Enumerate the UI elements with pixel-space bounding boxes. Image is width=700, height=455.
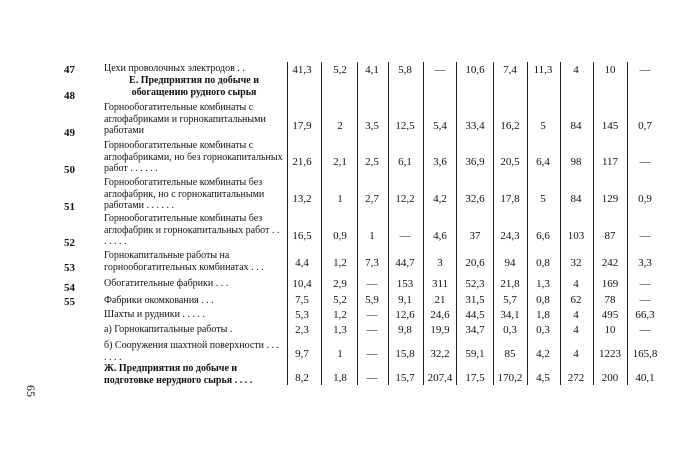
table-cell: 87 xyxy=(604,230,616,242)
table-cell: 3,5 xyxy=(365,120,379,132)
table-cell: — xyxy=(366,324,378,336)
table-cell: 5,7 xyxy=(503,294,517,306)
table-cell: 12,5 xyxy=(395,120,415,132)
table-cell: 0,8 xyxy=(536,257,550,269)
table-cell: 6,6 xyxy=(536,230,550,242)
table-cell: 1 xyxy=(369,230,375,242)
table-cell: 5,9 xyxy=(365,294,379,306)
table-cell: 36,9 xyxy=(465,156,485,168)
row-number: 54 xyxy=(64,282,75,294)
table-cell: 4,6 xyxy=(433,230,447,242)
row-number: 53 xyxy=(64,262,75,274)
table-cell: 1,2 xyxy=(333,309,347,321)
table-cell: 11,3 xyxy=(533,64,553,76)
table-cell: 2,1 xyxy=(333,156,347,168)
table-cell: 4 xyxy=(573,348,579,360)
row-label: Горнообогатительные комбинаты без аглофабрик, но с горнокапитальными работами . . . . . . xyxy=(104,177,265,211)
table-cell: 1 xyxy=(337,193,343,205)
table-cell: 1,8 xyxy=(333,372,347,384)
table-cell: — xyxy=(639,294,651,306)
column-divider xyxy=(627,62,628,385)
table-cell: 12,2 xyxy=(395,193,415,205)
table-cell: 5,8 xyxy=(398,64,412,76)
table-cell: 4 xyxy=(573,64,579,76)
table-cell: 1,2 xyxy=(333,257,347,269)
row-number: 48 xyxy=(64,90,75,102)
table-cell: 4,1 xyxy=(365,64,379,76)
table-cell: 10,4 xyxy=(292,278,312,290)
table-cell: 34,1 xyxy=(500,309,520,321)
table-cell: 0,9 xyxy=(333,230,347,242)
row-label: Ж. Предприятия по добыче и подготовке нерудного сырья . . . . xyxy=(104,363,253,386)
table-cell: 13,2 xyxy=(292,193,312,205)
row-label: б) Сооружения шахтной поверхности . . . . . . . xyxy=(104,340,280,363)
table-cell: 12,6 xyxy=(395,309,415,321)
table-cell: 4 xyxy=(573,309,579,321)
table-cell: 0,3 xyxy=(503,324,517,336)
table-cell: — xyxy=(366,372,378,384)
table-cell: 24,6 xyxy=(430,309,450,321)
table-cell: 1,8 xyxy=(536,309,550,321)
column-divider xyxy=(321,62,322,385)
table-cell: 272 xyxy=(567,372,585,384)
table-cell: 8,2 xyxy=(295,372,309,384)
table-cell: 2,3 xyxy=(295,324,309,336)
table-cell: 44,7 xyxy=(395,257,415,269)
page-number: 65 xyxy=(24,385,38,397)
row-label: Шахты и рудники . . . . . xyxy=(104,309,205,320)
table-cell: 21 xyxy=(434,294,446,306)
table-cell: 1,3 xyxy=(333,324,347,336)
row-label: Горнообогатительные комбинаты с аглофабриками, но без горнокапитальных работ . . . . . . xyxy=(104,140,283,174)
table-cell: 495 xyxy=(601,309,619,321)
row-label: а) Горнокапитальные работы . xyxy=(104,324,233,335)
table-cell: 52,3 xyxy=(465,278,485,290)
table-cell: 0,9 xyxy=(638,193,652,205)
row-number: 47 xyxy=(64,64,75,76)
row-label: Фабрики окомкования . . . xyxy=(104,295,214,306)
table-cell: 19,9 xyxy=(430,324,450,336)
table-cell: 17,5 xyxy=(465,372,485,384)
table-cell: — xyxy=(639,64,651,76)
row-number: 50 xyxy=(64,164,75,176)
table-cell: 85 xyxy=(504,348,516,360)
table-cell: 1,3 xyxy=(536,278,550,290)
table-cell: 10 xyxy=(604,324,616,336)
row-number: 49 xyxy=(64,127,75,139)
table-cell: 59,1 xyxy=(465,348,485,360)
table-cell: 10,6 xyxy=(465,64,485,76)
table-cell: 37 xyxy=(469,230,481,242)
column-divider xyxy=(560,62,561,385)
table-cell: 5 xyxy=(540,193,546,205)
table-cell: 7,5 xyxy=(295,294,309,306)
column-divider xyxy=(388,62,389,385)
table-cell: 5,4 xyxy=(433,120,447,132)
table-cell: 207,4 xyxy=(427,372,453,384)
table-cell: 1223 xyxy=(599,348,621,360)
table-cell: 5,2 xyxy=(333,64,347,76)
table-cell: 200 xyxy=(601,372,619,384)
row-number: 55 xyxy=(64,296,75,308)
table-cell: — xyxy=(639,324,651,336)
table-cell: — xyxy=(639,278,651,290)
table-cell: 78 xyxy=(604,294,616,306)
table-cell: 84 xyxy=(570,193,582,205)
row-label: Обогатительные фабрики . . . xyxy=(104,278,229,289)
column-divider xyxy=(287,62,288,385)
column-divider xyxy=(527,62,528,385)
table-cell: 31,5 xyxy=(465,294,485,306)
table-cell: 4,5 xyxy=(536,372,550,384)
row-number: 51 xyxy=(64,201,75,213)
table-cell: 41,3 xyxy=(292,64,312,76)
table-cell: 32 xyxy=(570,257,582,269)
table-cell: — xyxy=(366,278,378,290)
table-cell: 7,4 xyxy=(503,64,517,76)
table-cell: — xyxy=(639,230,651,242)
row-label: Горнообогатительные комбинаты без аглофабрик и горнокапитальных работ . . . . . . . xyxy=(104,213,280,247)
table-cell: 10 xyxy=(604,64,616,76)
table-cell: 129 xyxy=(601,193,619,205)
table-cell: 2,5 xyxy=(365,156,379,168)
table-cell: 15,7 xyxy=(395,372,415,384)
table-cell: 2 xyxy=(337,120,343,132)
column-divider xyxy=(423,62,424,385)
table-cell: 145 xyxy=(601,120,619,132)
table-cell: 17,8 xyxy=(500,193,520,205)
table-cell: 34,7 xyxy=(465,324,485,336)
table-cell: 1 xyxy=(337,348,343,360)
table-cell: 0,3 xyxy=(536,324,550,336)
table-cell: 84 xyxy=(570,120,582,132)
row-number: 52 xyxy=(64,237,75,249)
table-cell: 0,8 xyxy=(536,294,550,306)
table-cell: 4,4 xyxy=(295,257,309,269)
table-cell: 66,3 xyxy=(635,309,655,321)
table-cell: 16,5 xyxy=(292,230,312,242)
table-cell: 15,8 xyxy=(395,348,415,360)
table-cell: 311 xyxy=(431,278,449,290)
table-cell: — xyxy=(366,309,378,321)
table-cell: 117 xyxy=(601,156,619,168)
table-cell: — xyxy=(639,156,651,168)
table-cell: 3,3 xyxy=(638,257,652,269)
row-label: Цехи проволочных электродов . . xyxy=(104,63,245,74)
table-cell: 4,2 xyxy=(433,193,447,205)
table-cell: 6,1 xyxy=(398,156,412,168)
table-cell: 20,5 xyxy=(500,156,520,168)
table-cell: 3 xyxy=(437,257,443,269)
table-cell: 5,2 xyxy=(333,294,347,306)
table-cell: — xyxy=(366,348,378,360)
column-divider xyxy=(456,62,457,385)
row-label: Горнообогатительные комбинаты с аглофабриками и горнокапитальными работами xyxy=(104,102,266,136)
table-cell: 170,2 xyxy=(497,372,523,384)
table-cell: 5 xyxy=(540,120,546,132)
table-cell: 62 xyxy=(570,294,582,306)
column-divider xyxy=(593,62,594,385)
row-label: Горнокапитальные работы на горнообогатительных комбинатах . . . xyxy=(104,250,264,273)
table-cell: 20,6 xyxy=(465,257,485,269)
table-cell: — xyxy=(399,230,411,242)
table-cell: 5,3 xyxy=(295,309,309,321)
column-divider xyxy=(493,62,494,385)
table-cell: 4 xyxy=(573,324,579,336)
table-cell: 9,7 xyxy=(295,348,309,360)
table-cell: 17,9 xyxy=(292,120,312,132)
table-cell: 153 xyxy=(396,278,414,290)
table-cell: 4,2 xyxy=(536,348,550,360)
table-cell: 7,3 xyxy=(365,257,379,269)
table-cell: 33,4 xyxy=(465,120,485,132)
row-label: Е. Предприятия по добыче и обогащению рудного сырья xyxy=(129,75,259,98)
table-cell: 16,2 xyxy=(500,120,520,132)
table-cell: 44,5 xyxy=(465,309,485,321)
table-cell: 9,8 xyxy=(398,324,412,336)
table-cell: 242 xyxy=(601,257,619,269)
table-cell: 6,4 xyxy=(536,156,550,168)
table-cell: 2,7 xyxy=(365,193,379,205)
table-cell: 4 xyxy=(573,278,579,290)
table-cell: 32,2 xyxy=(430,348,450,360)
table-cell: 32,6 xyxy=(465,193,485,205)
table-cell: 21,6 xyxy=(292,156,312,168)
table-cell: 2,9 xyxy=(333,278,347,290)
table-cell: 9,1 xyxy=(398,294,412,306)
table-cell: 24,3 xyxy=(500,230,520,242)
table-cell: 0,7 xyxy=(638,120,652,132)
table-cell: 165,8 xyxy=(632,348,658,360)
table-cell: 40,1 xyxy=(635,372,655,384)
table-cell: 21,8 xyxy=(500,278,520,290)
table-cell: — xyxy=(434,64,446,76)
column-divider xyxy=(357,62,358,385)
table-cell: 3,6 xyxy=(433,156,447,168)
table-cell: 98 xyxy=(570,156,582,168)
table-cell: 103 xyxy=(567,230,585,242)
table-cell: 169 xyxy=(601,278,619,290)
table-cell: 94 xyxy=(504,257,516,269)
